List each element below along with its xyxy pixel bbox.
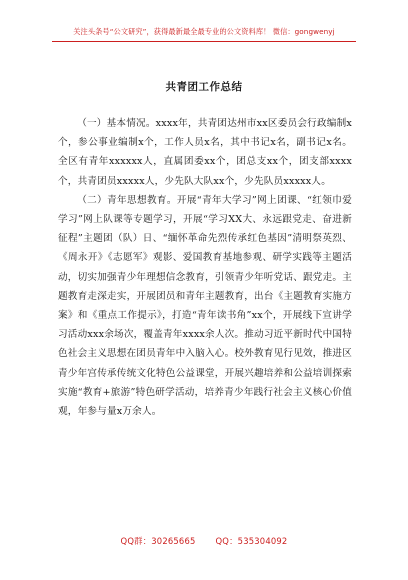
document-body [58, 114, 352, 421]
paragraph-basic-situation: （一）基本情况。xxxx年，共青团达州市xx区委员会行政编制x个，参公事业编制x个，工作人员x名，其中书记x名，副书记x名。全区有青年xxxxxx人，直属团委xx个，团总支xx个，团支部xxxx个，共青团员xxxxx人，少先队大队xx个，少先队员xxxxx人。 [58, 118, 352, 187]
footer-qq-group: QQ群：30265665 [120, 536, 196, 546]
footer-qq: QQ：535304092 [215, 536, 288, 546]
document-title: 共青团工作总结 [165, 81, 243, 93]
header-note: 关注头条号“公文研究”，获得最新最全最专业的公文资料库！ 微信：gongwenyj [73, 27, 335, 36]
paragraph-youth-education: （二）青年思想教育。开展“青年大学习”网上团课、“红领巾爱学习”网上队课等专题学习，开展“学习XX大、永远跟党走、奋进新征程”主题团（队）日、“缅怀革命先烈传承红色基因”清明祭英烈、《周永开》《志愿军》观影、爱国教育基地参观、研学实践等主题活动，切实加强青少年理想信念教育，引领青少年听党话、跟党走。主题教育走深走实，开展团员和青年主题教育，出台《主题教育实施方案》和《重点工作提示》，打造“青年读书角”xx个，开展线下宣讲学习活动xxx余场次，覆盖青年xxxx余人次。推动习近平新时代中国特色社会主义思想在团员青年中入脑入心。校外教育见行见效，推进区青少年宫传承传统文化特色公益课堂，开展兴趣培养和公益培训探索实施“教育+旅游”特色研学活动，培养青少年践行社会主义核心价值观，年参与量x万余人。 [58, 194, 352, 418]
footer-contact [0, 535, 408, 547]
header-divider [52, 41, 356, 42]
